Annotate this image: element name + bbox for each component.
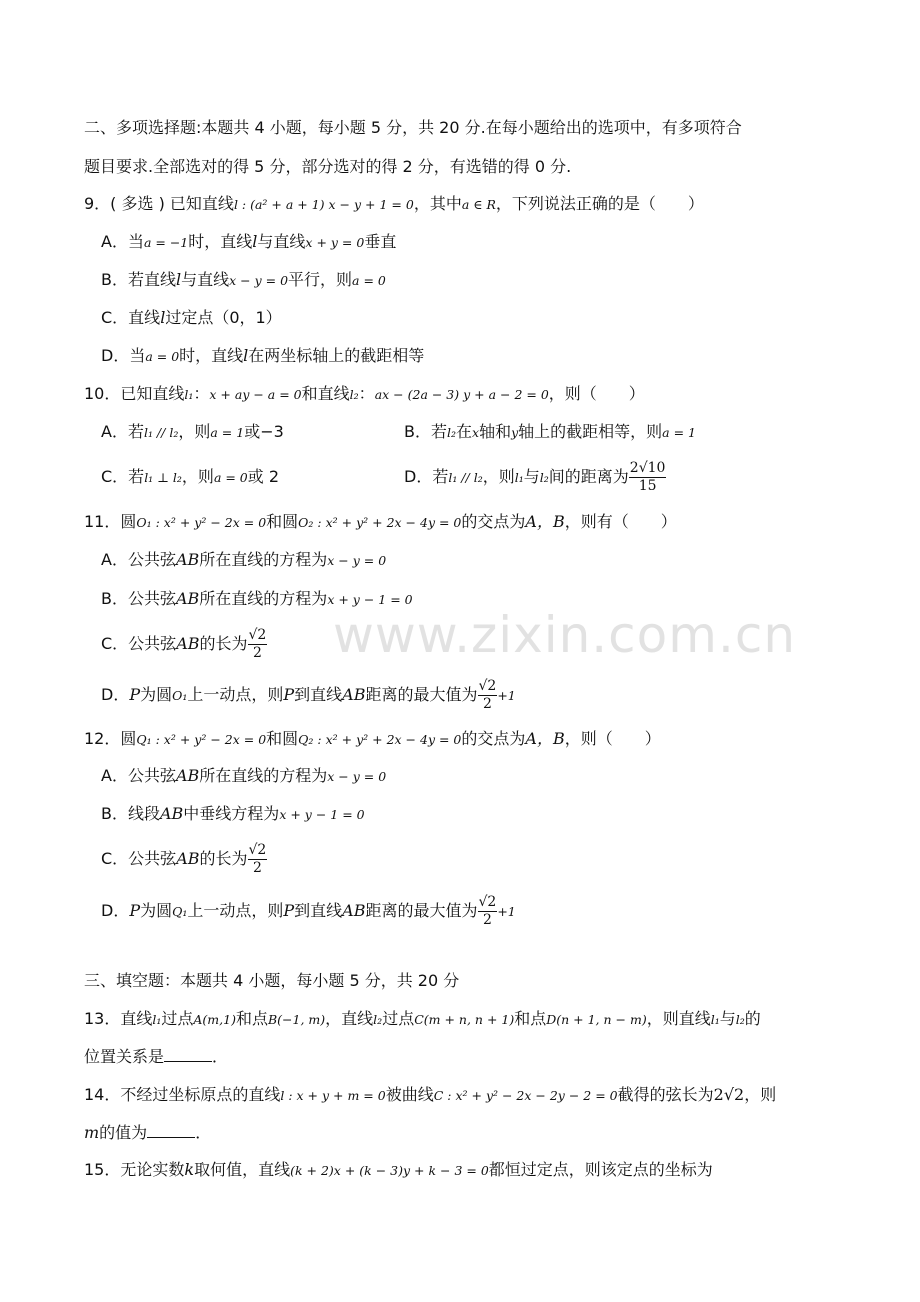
text-span: P	[283, 685, 295, 704]
text-span: l₁ // l₂	[448, 470, 483, 485]
text-span: A．公共弦	[101, 766, 176, 785]
question-13-line2	[84, 1046, 228, 1068]
text-span: ，则（ ）	[548, 384, 645, 403]
text-span: 上一动点，则	[187, 901, 284, 920]
q9-condition: a ∈ R	[461, 197, 496, 212]
text-span: a = 1	[662, 425, 696, 440]
answer-blank[interactable]	[147, 1123, 195, 1138]
text-span: 垂直	[364, 232, 397, 251]
question-12-stem	[84, 728, 661, 751]
text-span: 或 2	[247, 467, 280, 486]
text-span: 平行，则	[288, 270, 353, 289]
text-span: 所在直线的方程为	[199, 550, 328, 569]
text-span: AB	[159, 804, 184, 823]
question-15	[84, 1159, 713, 1182]
text-span: l₁ // l₂	[143, 425, 179, 440]
text-span: l₁	[710, 1012, 720, 1027]
text-span: ：	[193, 384, 210, 403]
text-span: B．若	[404, 422, 447, 441]
text-span: A．公共弦	[101, 550, 176, 569]
text-span: AB	[175, 766, 200, 785]
text-span: B．公共弦	[101, 589, 176, 608]
text-span: 的长为	[199, 849, 248, 868]
q9-option-d	[101, 345, 424, 368]
text-span: 14．不经过坐标原点的直线	[84, 1085, 281, 1104]
text-span: 15．无论实数	[84, 1160, 185, 1179]
text-span: a = 1	[210, 425, 245, 440]
text-span: 和圆	[266, 729, 299, 748]
text-span: C．若	[101, 467, 145, 486]
text-span: 2√10	[629, 460, 666, 476]
fraction	[248, 842, 268, 877]
text-span: 的长为	[199, 634, 248, 653]
text-span: 过点	[382, 1009, 415, 1028]
q10-option-a	[101, 421, 284, 444]
text-span: O₁ : x² + y² − 2x = 0	[136, 515, 267, 530]
q12-option-d	[101, 890, 516, 933]
text-span: 为圆	[140, 901, 173, 920]
text-span: 中垂线方程为	[183, 804, 280, 823]
text-span: B．若直线	[101, 270, 176, 289]
text-span: x − y = 0	[327, 769, 387, 784]
text-span: ：	[358, 384, 375, 403]
text-span: 过定点（0，1）	[165, 308, 282, 327]
text-span: 与	[523, 467, 540, 486]
text-span: l₂	[446, 425, 456, 440]
text-span: 的交点为	[461, 729, 526, 748]
text-span: 距离的最大值为	[365, 685, 478, 704]
text-span: l	[175, 270, 182, 289]
text-span: +1	[497, 688, 516, 703]
text-span: C : x² + y² − 2x − 2y − 2 = 0	[433, 1088, 618, 1103]
text-span: l₁	[184, 387, 194, 402]
text-span: AB	[175, 589, 200, 608]
question-10-stem	[84, 383, 645, 406]
text-span: ，直线	[325, 1009, 374, 1028]
text-span: 到直线	[294, 685, 343, 704]
text-span: 在	[456, 422, 473, 441]
text-span: l₂	[539, 470, 549, 485]
text-span: 和点	[235, 1009, 268, 1028]
fraction	[248, 627, 268, 662]
text-span: B．线段	[101, 804, 160, 823]
q11-option-c	[101, 623, 267, 665]
text-span: x + y − 1 = 0	[279, 807, 365, 822]
text-span: A，B	[525, 729, 565, 748]
text-span: ax − (2a − 3) y + a − 2 = 0	[374, 387, 549, 402]
q12-option-b	[101, 803, 365, 826]
text-span: √2	[248, 627, 267, 643]
text-span: l₁ ⊥ l₂	[144, 470, 182, 485]
question-14-line1	[84, 1084, 776, 1107]
q10-option-d	[404, 457, 666, 498]
section2-heading-line1: 二、多项选择题:本题共 4 小题，每小题 5 分，共 20 分.在每小题给出的选项中，有多项符合	[84, 118, 742, 137]
text-span: O₂ : x² + y² + 2x − 4y = 0	[298, 515, 462, 530]
text-span: 2	[482, 912, 492, 928]
text-span: 位置关系是	[84, 1047, 165, 1066]
text-span: AB	[176, 634, 200, 653]
q11-option-d	[101, 674, 516, 717]
text-span: 2√2	[713, 1085, 745, 1104]
text-span: P	[129, 685, 141, 704]
text-span: O₁	[172, 688, 188, 703]
text-span: √2	[478, 678, 497, 694]
text-span: Q₂ : x² + y² + 2x − 4y = 0	[298, 732, 462, 747]
text-span: a = 0	[145, 349, 180, 364]
section3-heading: 三、填空题：本题共 4 小题，每小题 5 分，共 20 分	[84, 971, 460, 990]
text-span: √2	[248, 842, 267, 858]
section2-heading-line2: 题目要求.全部选对的得 5 分，部分选对的得 2 分，有选错的得 0 分.	[84, 157, 572, 176]
text-span: ，则直线	[646, 1009, 711, 1028]
q10-option-c	[101, 466, 279, 489]
question-13-line1	[84, 1008, 761, 1031]
text-span: a = 0	[352, 273, 386, 288]
text-span: y	[511, 425, 519, 440]
text-span: 10．已知直线	[84, 384, 185, 403]
watermark: www.zixin.com.cn	[333, 606, 797, 664]
fraction	[478, 678, 498, 713]
text-span: l₂	[373, 1012, 383, 1027]
text-span: (k + 2)x + (k − 3)y + k − 3 = 0	[290, 1163, 489, 1178]
text-span: 截得的弦长为	[617, 1085, 714, 1104]
text-span: A．当	[101, 232, 144, 251]
text-span: 所在直线的方程为	[199, 589, 328, 608]
text-span: 距离的最大值为	[365, 901, 478, 920]
text-span: l₂	[735, 1012, 745, 1027]
text-span: D(n + 1, n − m)	[546, 1012, 647, 1027]
text-span: 轴和	[479, 422, 512, 441]
q9-text: ，下列说法正确的是（ ）	[495, 194, 704, 213]
text-span: l₂	[349, 387, 359, 402]
text-span: ．	[212, 1047, 229, 1066]
text-span: 13．直线	[84, 1009, 153, 1028]
text-span: ，则	[181, 467, 214, 486]
text-span: 与直线	[257, 232, 306, 251]
text-span: 所在直线的方程为	[199, 766, 328, 785]
text-span: 上一动点，则	[187, 685, 284, 704]
question-14-line2	[84, 1122, 211, 1144]
text-span: 2	[252, 645, 262, 661]
text-span: ．	[195, 1123, 212, 1142]
text-span: x + y − 1 = 0	[327, 592, 413, 607]
text-span: 时，直线	[188, 232, 253, 251]
text-span: 和点	[514, 1009, 547, 1028]
q12-option-c	[101, 838, 267, 880]
text-span: D．若	[404, 467, 449, 486]
q9-option-c	[101, 307, 282, 329]
text-span: 都恒过定点，则该定点的坐标为	[488, 1160, 713, 1179]
text-span: m	[84, 1123, 100, 1142]
q9-option-b	[101, 269, 386, 292]
text-span: 2	[482, 696, 492, 712]
question-9-stem	[84, 193, 704, 216]
q11-option-b	[101, 588, 413, 611]
text-span: 15	[638, 478, 657, 494]
text-span: 的值为	[99, 1123, 148, 1142]
text-span: D．	[101, 901, 130, 920]
text-span: C．公共弦	[101, 634, 177, 653]
text-span: x − y = 0	[327, 553, 387, 568]
text-span: ，则	[744, 1085, 777, 1104]
text-span: Q₁	[172, 904, 188, 919]
text-span: C．直线	[101, 308, 161, 327]
question-11-stem	[84, 511, 677, 534]
text-span: 12．圆	[84, 729, 137, 748]
text-span: 时，直线	[179, 346, 244, 365]
text-span: a = 0	[213, 470, 248, 485]
text-span: +1	[497, 904, 516, 919]
text-span: P	[283, 901, 295, 920]
text-span: 为圆	[140, 685, 173, 704]
q9-text: 9．( 多选 ) 已知直线	[84, 194, 234, 213]
text-span: D．当	[101, 346, 146, 365]
fraction	[478, 894, 498, 929]
text-span: l₁	[514, 470, 524, 485]
text-span: A，B	[525, 512, 565, 531]
text-span: 轴上的截距相等，则	[518, 422, 663, 441]
text-span: 取何值，直线	[194, 1160, 291, 1179]
q9-equation: l : (a² + a + 1) x − y + 1 = 0	[233, 197, 414, 212]
q9-text: ，其中	[413, 194, 462, 213]
text-span: AB	[175, 550, 200, 569]
text-span: ，则有（ ）	[564, 512, 677, 531]
text-span: l	[252, 232, 258, 251]
text-span: k	[184, 1160, 195, 1179]
text-span: l	[243, 346, 249, 365]
text-span: 和圆	[266, 512, 299, 531]
text-span: x − y = 0	[229, 273, 289, 288]
text-span: Q₁ : x² + y² − 2x = 0	[136, 732, 267, 747]
text-span: a = −1	[143, 235, 189, 250]
q9-option-a	[101, 231, 396, 254]
text-span: D．	[101, 685, 130, 704]
text-span: ，则（ ）	[564, 729, 661, 748]
text-span: x + y = 0	[305, 235, 365, 250]
text-span: 到直线	[294, 901, 343, 920]
text-span: 在两坐标轴上的截距相等	[248, 346, 425, 365]
text-span: C(m + n, n + 1)	[414, 1012, 515, 1027]
text-span: 和直线	[301, 384, 350, 403]
text-span: 过点	[161, 1009, 194, 1028]
text-span: AB	[176, 849, 200, 868]
q11-option-a	[101, 549, 386, 572]
text-span: l₁	[152, 1012, 162, 1027]
text-span: ，则	[178, 422, 211, 441]
text-span: A．若	[101, 422, 144, 441]
text-span: A(m,1)	[193, 1012, 236, 1027]
text-span: 被曲线	[385, 1085, 434, 1104]
text-span: AB	[342, 685, 366, 704]
text-span: 与直线	[181, 270, 230, 289]
text-span: 11．圆	[84, 512, 137, 531]
answer-blank[interactable]	[164, 1047, 212, 1062]
text-span: 的交点为	[461, 512, 526, 531]
q10-option-b	[404, 421, 696, 444]
text-span: C．公共弦	[101, 849, 177, 868]
q12-option-a	[101, 765, 386, 788]
text-span: ，则	[482, 467, 515, 486]
text-span: 与	[719, 1009, 736, 1028]
text-span: P	[129, 901, 141, 920]
text-span: AB	[342, 901, 366, 920]
text-span: B(−1, m)	[267, 1012, 326, 1027]
text-span: 2	[252, 860, 262, 876]
text-span: x + ay − a = 0	[209, 387, 302, 402]
text-span: 间的距离为	[548, 467, 629, 486]
text-span: 的	[744, 1009, 761, 1028]
text-span: √2	[478, 894, 497, 910]
text-span: 或−3	[244, 422, 284, 441]
text-span: x	[472, 425, 480, 440]
text-span: l : x + y + m = 0	[280, 1088, 386, 1103]
fraction	[629, 460, 667, 495]
text-span: l	[160, 308, 166, 327]
